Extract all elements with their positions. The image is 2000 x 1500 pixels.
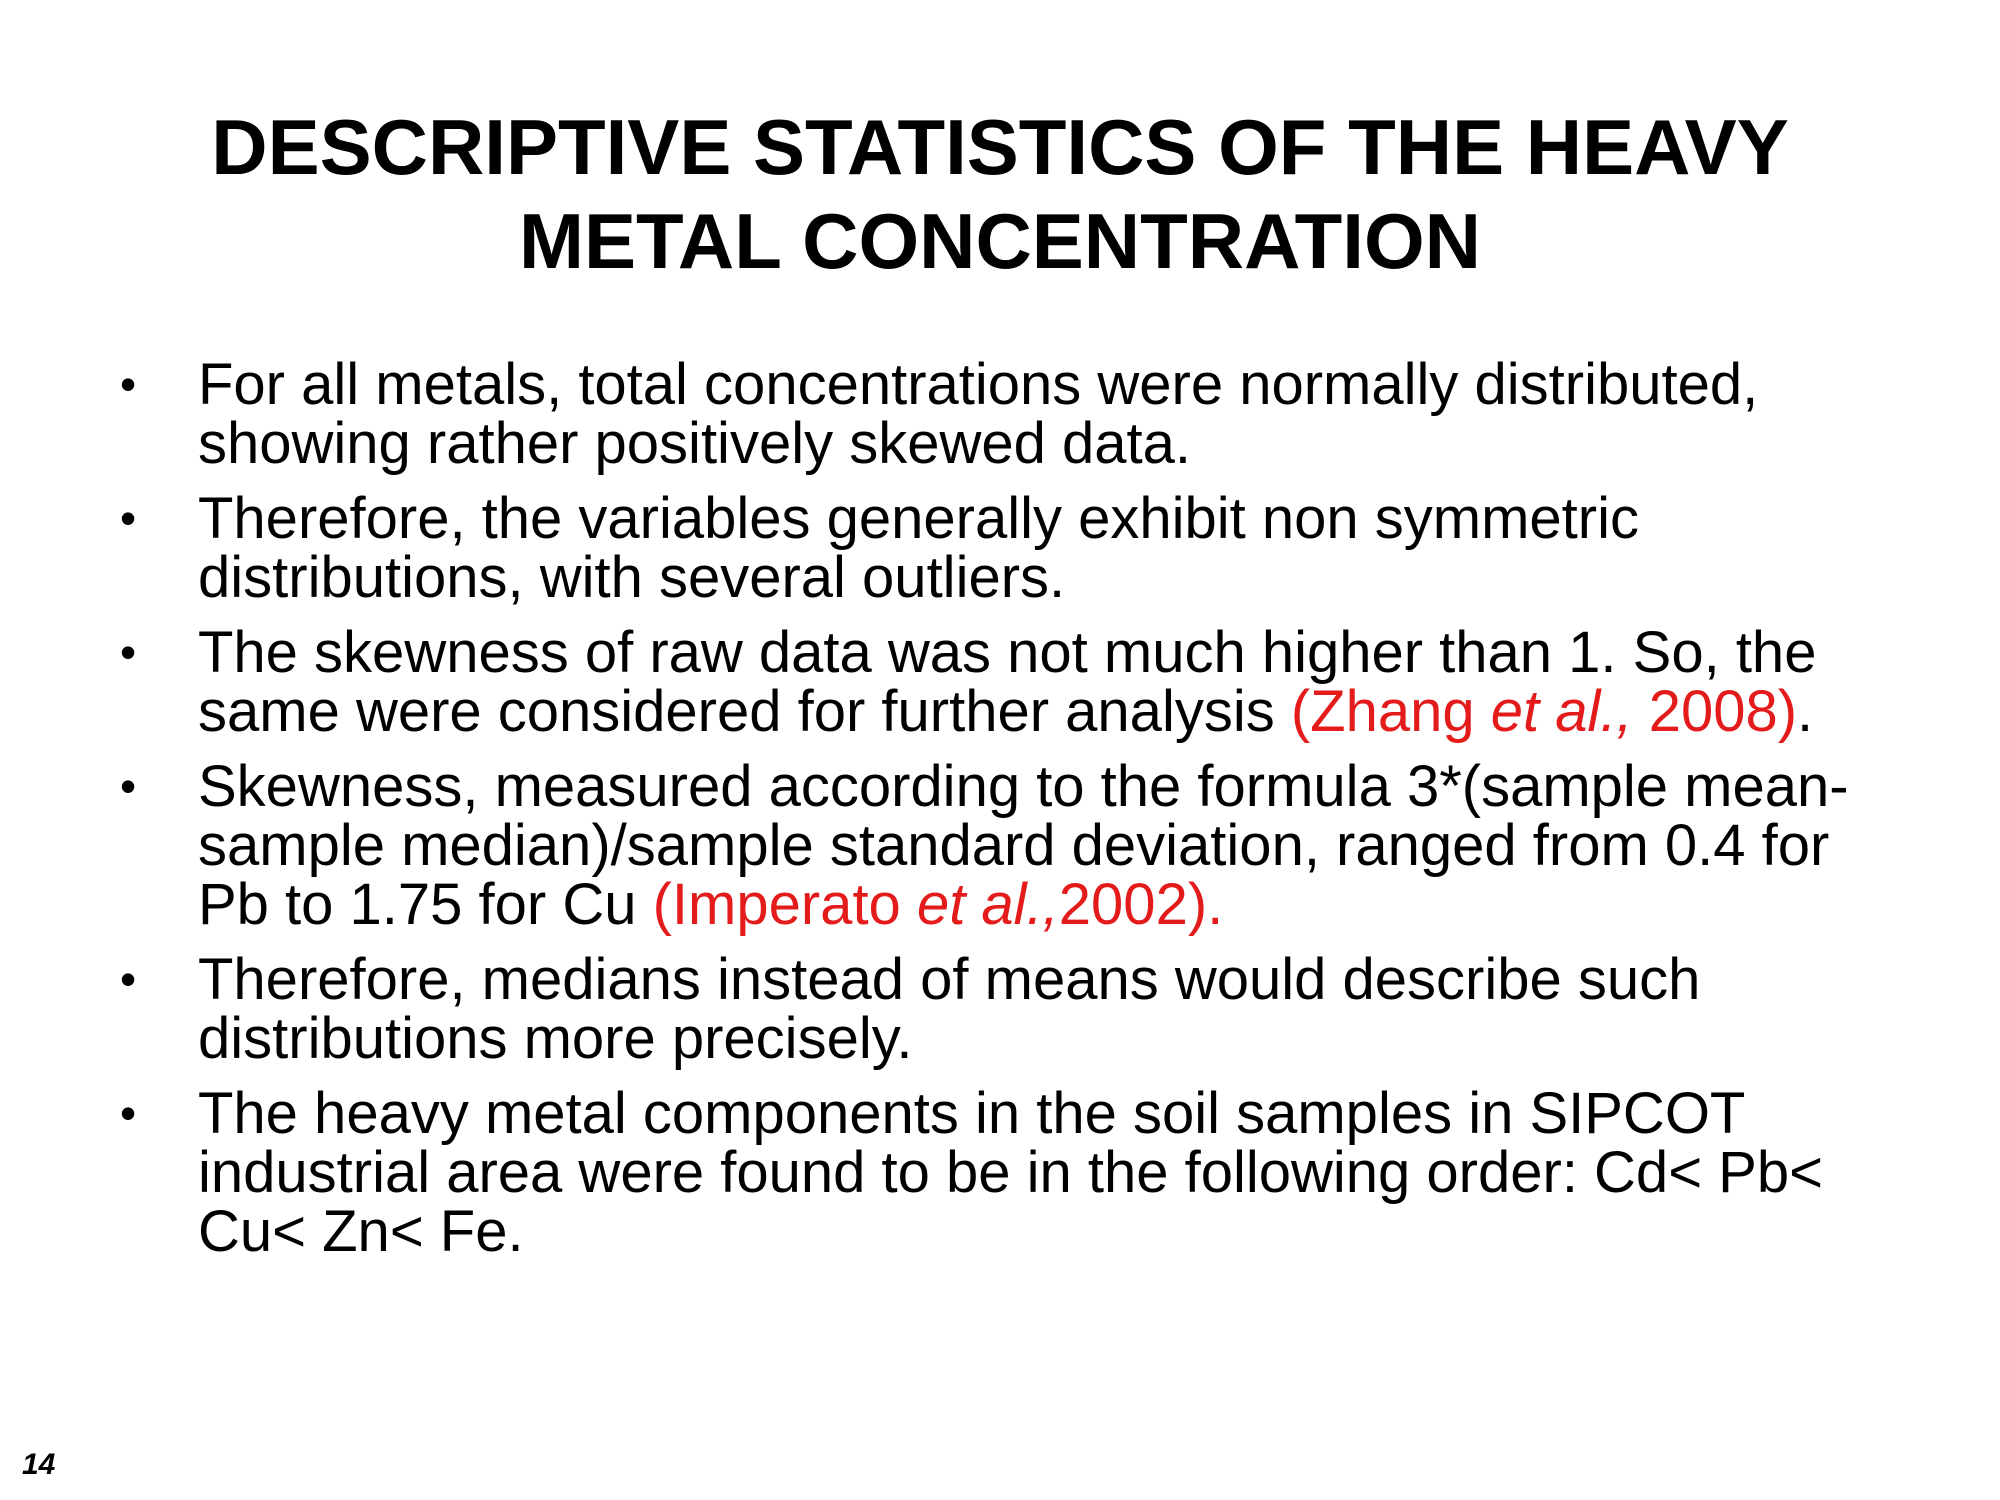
bullet-icon: •	[120, 760, 137, 812]
bullet-trailing-period: .	[1797, 679, 1814, 744]
citation-author: (Zhang	[1290, 679, 1491, 744]
slide-title-line-1: DESCRIPTIVE STATISTICS OF THE HEAVY	[211, 103, 1789, 191]
bullet-text: Therefore, medians instead of means would describe such distributions more precisely.	[198, 947, 1701, 1071]
citation-year: 2002).	[1058, 872, 1224, 937]
bullet-text: Therefore, the variables generally exhibit non symmetric distributions, with several outliers.	[198, 486, 1639, 610]
bullet-icon: •	[120, 492, 137, 544]
citation-author: (Imperato	[652, 872, 917, 937]
bullet-text: The heavy metal components in the soil samples in SIPCOT industrial area were found to be in the following order: Cd< Pb< Cu< Zn< Fe.	[198, 1081, 1823, 1264]
citation-year: 2008)	[1632, 679, 1798, 744]
bullet-item-2	[108, 486, 1908, 610]
citation-zhang	[1291, 679, 1797, 744]
bullet-text: Skewness, measured according to the formula 3*(sample mean-sample median)/sample standard deviation, ranged from 0.4 for Pb to 1.75 for Cu	[198, 754, 1849, 937]
bullet-item-1	[108, 352, 1908, 476]
bullet-item-6	[108, 1081, 1908, 1264]
bullet-text: For all metals, total concentrations were normally distributed, showing rather positively skewed data.	[198, 352, 1759, 476]
bullet-item-4	[108, 754, 1908, 937]
bullet-list	[108, 352, 1908, 1277]
slide-title-line-2: METAL CONCENTRATION	[519, 197, 1481, 285]
bullet-icon: •	[120, 953, 137, 1005]
citation-et-al: et al.,	[916, 872, 1059, 937]
bullet-icon: •	[120, 358, 137, 410]
bullet-icon: •	[120, 1087, 137, 1139]
citation-et-al: et al.,	[1490, 679, 1633, 744]
bullet-item-5	[108, 947, 1908, 1071]
bullet-icon: •	[120, 626, 137, 678]
page-number: 14	[22, 1448, 56, 1481]
bullet-item-3	[108, 620, 1908, 744]
slide-title	[100, 100, 1900, 288]
citation-imperato	[653, 872, 1224, 937]
bullet-text: The skewness of raw data was not much higher than 1. So, the same were considered for further analysis	[198, 620, 1817, 744]
